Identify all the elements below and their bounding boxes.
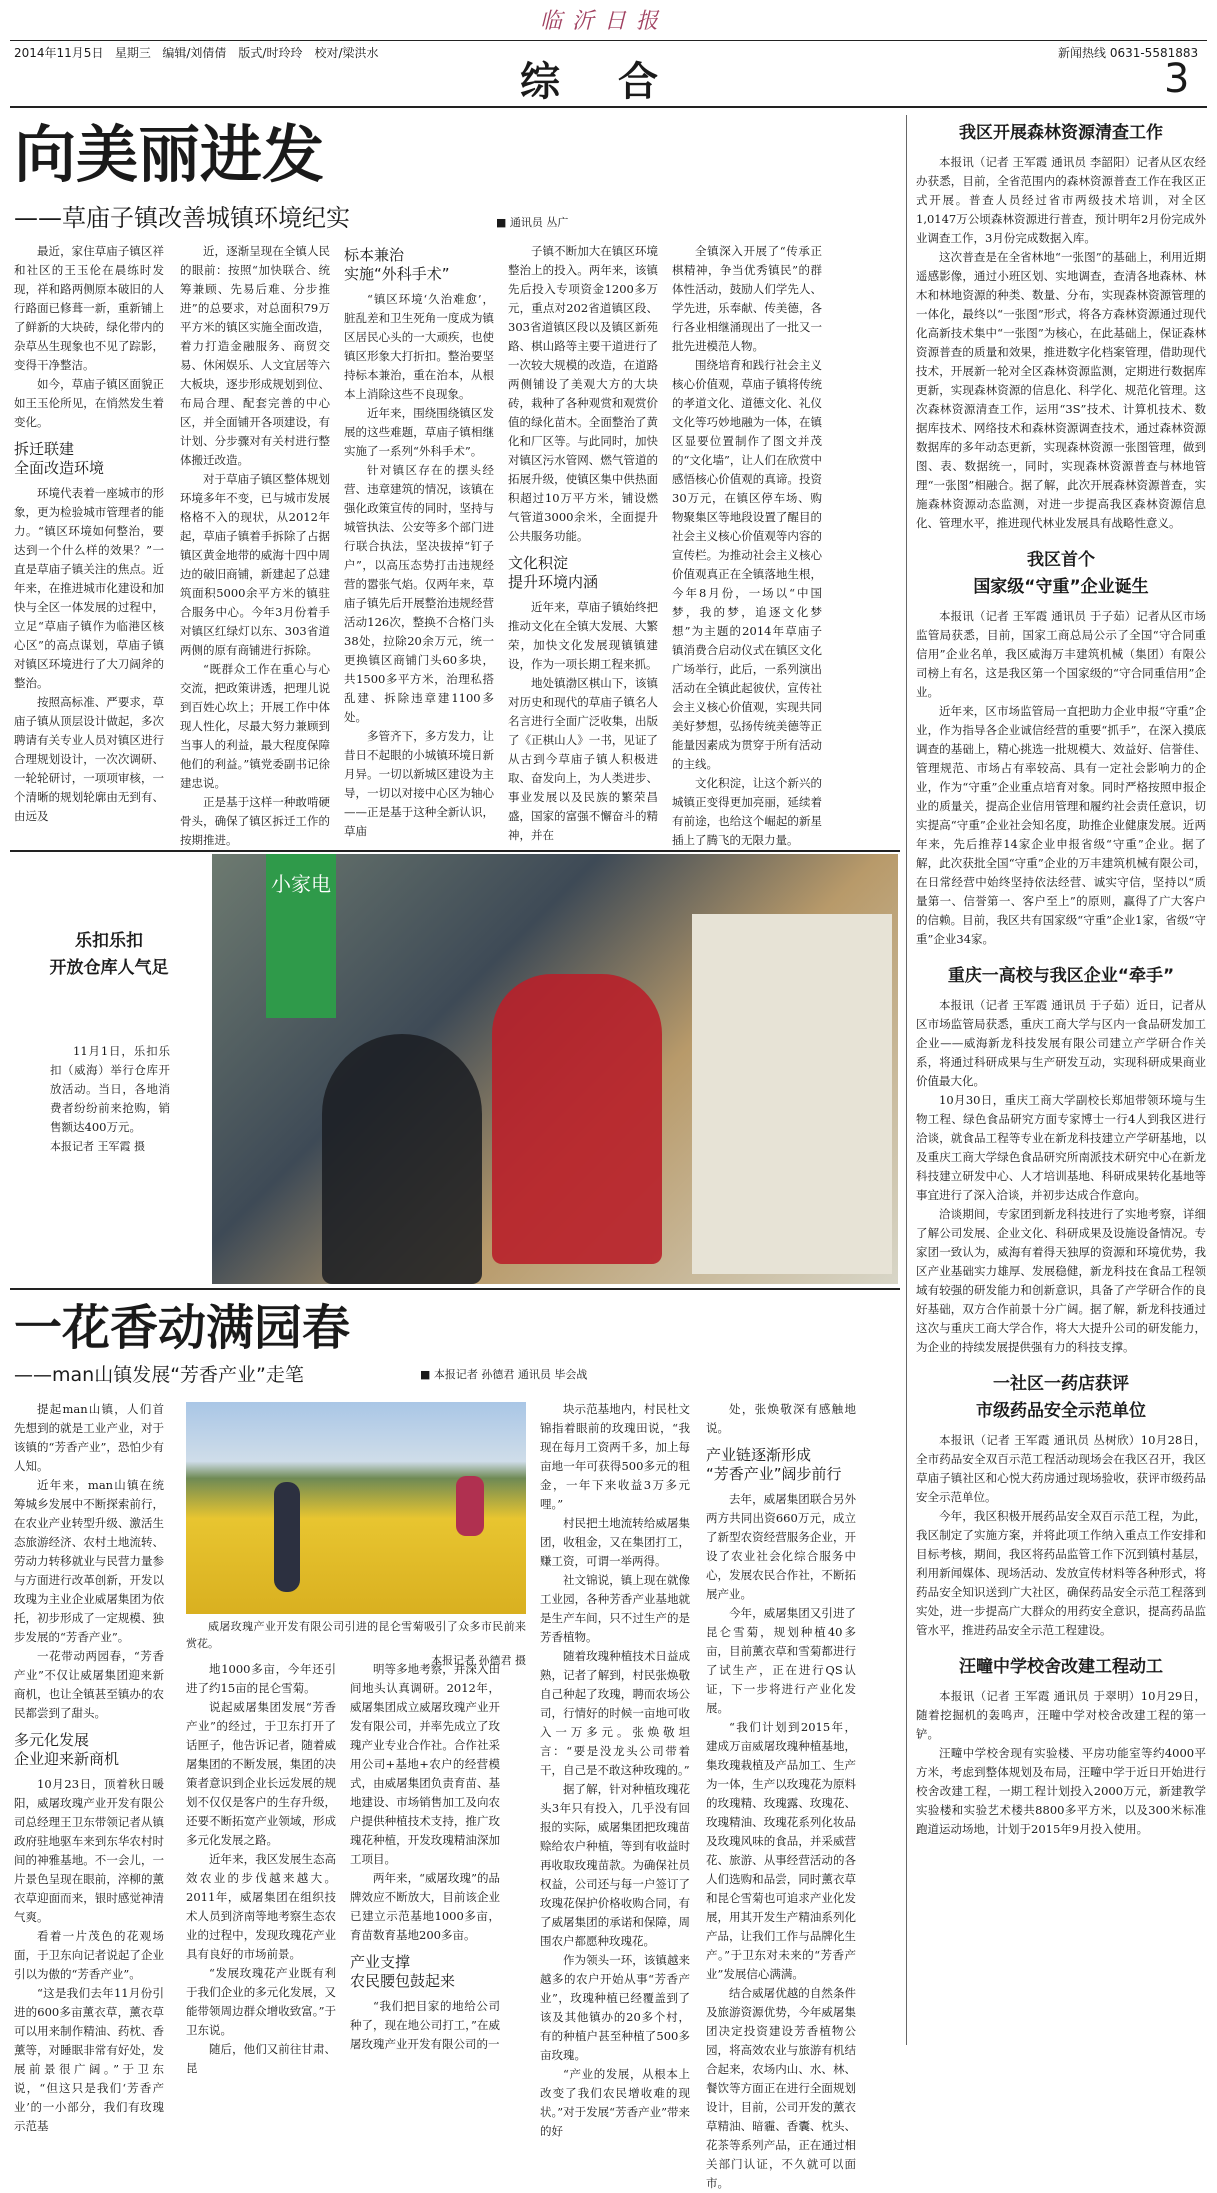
paragraph: 作为领头一环，该镇越来越多的农户开始从事“芳香产业”，玫瑰种植已经覆盖到了该及其他镇办的20多个村，有的种植户甚至种植了500多亩玫瑰。 — [540, 1953, 690, 2062]
paragraph: 说起威屠集团发展“芳香产业”的经过，于卫东打开了话匣子，他告诉记者，随着威屠集团的不断发展，集团的决策者意识到企业长远发展的规划不仅仅是客户的生存升级，还要不断拓宽产业领域，形成多元化发展之路。 — [186, 1700, 336, 1847]
paragraph: 这次普查是在全省林地“一张图”的基础上，利用近期遥感影像，通过小班区划、实地调查，查清各地森林、林木和林地资源的种类、数量、分布，实现森林资源管理的一体化，最终以“一张图”形式，将各方森林资源通过现代化高新技术集中“一张图”为核心，在此基础上，保证森林资源普查的质量和效果，推进数字化档案管理，借助现代技术，开展新一轮对全区森林资源监测，定期进行数据库更新，实现森林资源的信息化、科学化、规范化管理。这次森林资源清查工作，运用“3S”技术、计算机技术、数据库技术、网络技术和森林资源调查技术，通过森林资源数据库的多年动态更新，实现森林资源一张图管理，做到图、表、数据统一，同时，实现森林资源普查与林地管理“一张图”相融合。据了解，此次开展森林资源普查，实施森林资源动态监测，对进一步提高我区森林资源信息化、管理水平，推进现代林业发展具有战略性意义。 — [916, 250, 1206, 530]
flower-photo — [186, 1402, 526, 1614]
photo-caption — [50, 1042, 170, 1156]
subheading: 拆迁联建 全面改造环境 — [14, 440, 105, 477]
paragraph: 围绕培育和践行社会主义核心价值观，草庙子镇将传统的孝道文化、道德文化、礼仪文化等巧妙地融为一体，在镇区显要位置制作了图文并茂的“文化墙”，让人们在欣赏中感悟核心价值观的真谛。投资30万元，在镇区停车场、购物聚集区等地段设置了醒目的社会主义核心价值观等内容的宣传栏。为推动社会主义核心价值观真正在全镇落地生根，今年8月份，一场以“中国梦，我的梦，追逐文化梦想”为主题的2014年草庙子镇消费合启动仪式在镇区文化广场举行，此后，一系列演出活动在全镇此起彼伏，宣传社会主义核心价值观，实现共同美好梦想，弘扬传统美德等正能量因素成为贯穿于所有活动的主线。 — [672, 358, 822, 771]
subheading: 产业链逐渐形成 “芳香产业”阔步前行 — [706, 1446, 842, 1483]
paragraph: 本报讯（记者 王军霞 通讯员 于翠明）10月29日，随着挖掘机的轰鸣声，汪疃中学对校舍改建工程的第一铲。 — [916, 1689, 1206, 1741]
paragraph: 对于草庙子镇区整体规划环境多年不变，已与城市发展格格不入的现状，从2012年起，草庙子镇着手拆除了占据镇区黄金地带的威海十四中周边的破旧商铺，新建起了总建筑面积5000余平方米的镇驻合服务中心。今年3月份着手对镇区红绿灯以东、303省道两侧的原有商铺进行拆除。 — [180, 472, 330, 657]
story2-col-2 — [186, 1660, 336, 2078]
section-title: 综合 — [520, 59, 716, 105]
column-divider — [906, 115, 907, 2045]
right-column — [916, 120, 1206, 2040]
paragraph: 提起man山镇，人们首先想到的就是工业产业，对于该镇的“芳香产业”，恐怕少有人知。 — [14, 1402, 164, 1473]
visitor-figure — [456, 1476, 484, 1536]
shopper-figure — [322, 1034, 482, 1284]
brief-school — [916, 1654, 1206, 1839]
paragraph: 本报讯（记者 王军霞 通讯员 于子茹）近日，记者从区市场监管局获悉，重庆工商大学与区内一食品研发加工企业——威海新龙科技发展有限公司建立产学研合作关系，将通过科研成果与生产研发互动，实现科研成果商业价值最大化。 — [916, 998, 1206, 1088]
paragraph: 随着玫瑰种植技术日益成熟，记者了解到，村民张焕敬自己种起了玫瑰，聘而农场公司，行情好的时候一亩地可收入一万多元。张焕敬坦言：“要是没龙头公司带着干，自己是不敢这种玫瑰的。” — [540, 1649, 690, 1777]
masthead-rule — [10, 106, 1207, 108]
story2-col-5 — [706, 1400, 856, 2193]
paragraph: 处，张焕敬深有感触地说。 — [706, 1402, 856, 1435]
lead-subheadline: ——草庙子镇改善城镇环境纪实 — [14, 204, 350, 232]
paragraph: “我们把目家的地给公司种了，现在地公司打工，”在威屠玫瑰产业开发有限公司的一 — [350, 1999, 500, 2051]
paragraph: 正是基于这样一种敢啃硬骨头，确保了镇区拆迁工作的按期推进。 — [180, 795, 330, 847]
page-number: 3 — [1164, 56, 1190, 102]
paragraph: “这是我们去年11月份引进的600多亩薰衣草，薰衣草可以用来制作精油、药枕、香薰等，对睡眠非常有好处，发展前景很广阔。”于卫东说，“但这只是我们‘芳香产业’的一小部分，我们有玫瑰示范基 — [14, 1986, 164, 2133]
lead-byline: ■ 通讯员 丛广 — [496, 216, 569, 229]
paragraph: 如今，草庙子镇区面貌正如王玉伦所见，在悄然发生着变化。 — [14, 377, 164, 429]
warehouse-photo — [212, 854, 898, 1284]
paragraph: 村民把土地流转给威屠集团，收租金，又在集团打工，赚工资，可谓一举两得。 — [540, 1516, 690, 1568]
paragraph: 结合威屠优越的自然条件及旅游资源优势，今年威屠集团决定投资建设芳香植物公园，将高效农业与旅游有机结合起来，农场内山、水、林、餐饮等方面正在进行全面规划设计，目前，公司开发的薰衣草精油、暗霾、香囊、枕头、花茶等系列产品，正在通过相关部门认证，不久就可以面市。 — [706, 1986, 856, 2190]
paragraph: 看着一片茂色的花观场面，于卫东向记者说起了企业引以为傲的“芳香产业”。 — [14, 1929, 164, 1981]
subheading: 文化积淀 提升环境内涵 — [508, 554, 599, 591]
paragraph: 地处镇渤区棋山下，该镇对历史和现代的草庙子镇名人名言进行全面广泛收集，出版了《正棋山人》一书，见证了从古到今草庙子镇人积极进取、奋发向上，为人类进步、事业发展以及民族的繁荣昌盛，国家的富强不懈奋斗的精神，并在 — [508, 676, 658, 842]
product-box — [692, 914, 892, 1274]
paragraph: “我们计划到2015年，建成万亩威屠玫瑰种植基地，集玫瑰栽植及产品加工、生产为一体，生产以玫瑰花为原料的玫瑰精、玫瑰露、玫瑰花、玫瑰精油、玫瑰花系列化妆品及玫瑰风味的食品，并采威营花、旅游、从事经营活动的各人们选购和品尝，同时薰衣草和昆仑雪菊也可追求产业化发展，用其开发生产精油系列化产品，让我们工作与品牌化生产。”于卫东对未来的“芳香产业”发展信心满满。 — [706, 1720, 856, 1981]
story2-byline: ■ 本报记者 孙德君 通讯员 毕会战 — [420, 1368, 588, 1381]
news-hotline: 新闻热线 0631-5581883 — [1058, 46, 1199, 60]
photo-credit: 本报记者 王军霞 摄 — [50, 1140, 145, 1153]
subheading: 标本兼治 实施“外科手术” — [344, 246, 450, 283]
paragraph: “发展玫瑰花产业既有利于我们企业的多元化发展，又能带领周边群众增收致富。”于卫东说。 — [186, 1966, 336, 2037]
paragraph: 据了解，针对种植玫瑰花头3年只有投入，几乎没有回报的实际，威屠集团把玫瑰苗赊给农户种植，等到有收益时再收取玫瑰苗款。为确保社员权益，公司还与每一户签订了玫瑰花保护价格收购合同，有了威屠集团的承诺和保障，周围农户都愿种玫瑰花。 — [540, 1782, 690, 1948]
brief-headline: 汪疃中学校舍改建工程动工 — [959, 1657, 1163, 1677]
story2-col-4 — [540, 1400, 690, 2141]
story2-col-1 — [14, 1400, 164, 2136]
paragraph: 洽谈期间，专家团到新龙科技进行了实地考察，详细了解公司发展、企业文化、科研成果及设施设备情况。专家团一致认为，威海有着得天独厚的资源和环境优势，我区产业基础实力雄厚、发展稳健，新龙科技在食品工程领域有较强的研发能力和创新意识，具备了产学研合作的良好基础，双方合作前景十分广阔。据了解，新龙科技通过这次与重庆工商大学合作，将大大提升公司的研发能力，为企业的持续发展提供强有力的科技支撑。 — [916, 1207, 1206, 1354]
story2-headline: 一花香动满园春 — [14, 1300, 351, 1356]
photo-credit: 本报记者 孙德君 摄 — [431, 1654, 526, 1667]
store-sign: 小家电 — [266, 854, 336, 1018]
paragraph: “产业的发展，从根本上改变了我们农民增收难的现状。”对于发展“芳香产业”带来的好 — [540, 2067, 690, 2138]
paragraph: 本报讯（记者 王军霞 通讯员 丛树欣）10月28日，全市药品安全双百示范工程活动现场会在我区召开，我区草庙子镇社区和心悦大药房通过现场验收，获评市级药品安全示范单位。 — [916, 1433, 1206, 1504]
paragraph: 按照高标准、严要求，草庙子镇从顶层设计做起，多次聘请有关专业人员对镇区进行合理规划设计，一次次调研、一轮轮研讨，一项项审核，一个清晰的规划轮廓由无到有、由远及 — [14, 695, 164, 823]
subheading: 多元化发展 企业迎来新商机 — [14, 1731, 120, 1768]
paragraph: 地1000多亩，今年还引进了约15亩的昆仑雪菊。 — [186, 1662, 336, 1695]
brief-headline: 我区首个 国家级“守重”企业诞生 — [973, 550, 1149, 597]
brief-headline: 重庆一高校与我区企业“牵手” — [947, 966, 1175, 986]
issue-date: 2014年11月5日 — [14, 46, 104, 60]
paragraph: “既群众工作在重心与心交流，把政策讲透，把理儿说到百姓心坎上；开展工作中体现人性化，尽最大努力兼顾到当事人的利益，最大程度保障他们的利益。”镇党委副书记徐建忠说。 — [180, 662, 330, 790]
caption-text: 11月1日，乐扣乐扣（威海）举行仓库开放活动。当日，各地消费者纷纷前来抢购，销售额达400万元。 — [50, 1044, 170, 1134]
visitor-figure — [274, 1482, 300, 1592]
paragraph: 子镇不断加大在镇区环境整治上的投入。两年来，该镇先后投入专项资金1200多万元，重点对202省道镇区段、303省道镇区段以及镇区新苑路、棋山路等主要干道进行了一次较大规模的改造，在道路两侧铺设了美观大方的大块砖，栽种了各种观赏和观赏价值的绿化苗木。全面整治了黄化和厂区等。与此同时，加快对镇区污水管网、燃气管道的拓展升级，使镇区集中供热面积超过10万平方米，铺设燃气管道3000余米，全面提升公共服务功能。 — [508, 244, 658, 543]
paragraph: 近年来，区市场监管局一直把助力企业申报“守重”企业，作为指导各企业诚信经营的重要“抓手”，在深入摸底调查的基础上，精心挑选一批规模大、效益好、信誉佳、管理规范、市场占有率较高、具有一定社会影响力的企业，作为“守重”企业重点培育对象。同时严格按照申报企业的质量关，提高企业信用管理和履约社会责任意识，切实提高“守重”企业社会知名度，助推企业健康发展。近两年来，先后推荐14家企业申报省级“守重”企业。据了解，此次获批全国“守重”企业的万丰建筑机械有限公司，在日常经营中始终坚持依法经营、诚实守信，坚持以“质量第一、信誉第一、客户至上”的原则，赢得了广大客户的信赖。目前，我区共有国家级“守重”企业1家，省级“守重”企业34家。 — [916, 704, 1206, 946]
paragraph: 最近，家住草庙子镇区祥和社区的王玉伦在晨练时发现，祥和路两侧原本破旧的人行路面已修葺一新，重新铺上了鲜新的大块砖，绿化带内的杂草丛生现象也不见了踪影，变得干净整洁。 — [14, 244, 164, 372]
paragraph: 今年，我区积极开展药品安全双百示范工程，为此，我区制定了实施方案，并将此项工作纳入重点工作安排和目标考核，期间，我区将药品监管工作下沉到镇村基层，利用新闻媒体、现场活动、发放宣传材料等各种形式，将药品安全知识送到广大社区，确保药品安全示范工程落到实处，进一步提高广大群众的用药安全意识，提高药品监管水平，推进药品安全示范工程建设。 — [916, 1509, 1206, 1637]
paragraph: 文化积淀，让这个新兴的城镇正变得更加亮丽，延续着有前途，也给这个崛起的新星插上了腾飞的无限力量。 — [672, 776, 822, 847]
dateline — [14, 44, 379, 61]
paragraph: 10月30日，重庆工商大学副校长郑旭带领环境与生物工程、绿色食品研究方面专家博士一行4人到我区进行洽谈，就食品工程等专业在新龙科技建立产学研基地，以及重庆工商大学绿色食品研究所南派技术研究中心在新龙科技建立研发中心、人才培训基地、科研成果转化基地等事宜进行了深入洽谈，并初步达成合作意向。 — [916, 1093, 1206, 1202]
staff-credits: 编辑/刘倩倩 版式/时玲玲 校对/梁洪水 — [162, 46, 379, 60]
brief-pharmacy — [916, 1371, 1206, 1640]
issue-weekday: 星期三 — [114, 46, 151, 60]
lead-col-1 — [14, 242, 164, 826]
story2-col-3 — [350, 1660, 500, 2054]
photo-title: 乐扣乐扣 开放仓库人气足 — [49, 931, 169, 978]
story2-subheadline: ——man山镇发展“芳香产业”走笔 — [14, 1364, 304, 1386]
newspaper-logo: 临沂日报 — [540, 9, 669, 34]
brief-university — [916, 963, 1206, 1357]
paragraph: 多管齐下，多方发力，让昔日不起眼的小城镇环境日新月异。一切以新城区建设为主导，一切以对接中心区为轴心——正是基于这种全新认识，草庙 — [344, 729, 494, 838]
paragraph: 两年来，“威屠玫瑰”的品牌效应不断放大，目前该企业已建立示范基地1000多亩，育苗数育基地200多亩。 — [350, 1871, 500, 1942]
paragraph: 一花带动两园春，“芳香产业”不仅让威屠集团迎来新商机，也让全镇甚至镇办的农民都尝到了甜头。 — [14, 1649, 164, 1720]
brief-forest — [916, 120, 1206, 533]
staff-figure — [492, 974, 662, 1264]
paragraph: 明等多地考察，并深入田间地头认真调研。2012年，威屠集团成立威屠玫瑰产业开发有限公司，并率先成立了玫瑰产业专业合作社。合作社采用公司+基地+农户的经营模式，由威屠集团负责育苗、基地建设、市场销售加工及向农户提供种植技术支持，推广玫瑰花种植，开发玫瑰精油深加工项目。 — [350, 1662, 500, 1866]
paragraph: 全镇深入开展了“传承正棋精神，争当优秀镇民”的群体性活动，鼓励人们学先人、学先进，乐奉献、传美德，各行各业相继涌现出了一批又一批先进模范人物。 — [672, 244, 822, 353]
paragraph: 汪疃中学校舍现有实验楼、平房功能室等约4000平方米，考虑到整体规划及布局，汪疃中学于近日开始进行校舍改建工程，一期工程计划投入2000万元，新建教学实验楼和实验艺术楼共8800多平方米，以及300米标准跑道运动场地，计划于2015年9月投入使用。 — [916, 1746, 1206, 1836]
lead-col-2 — [180, 242, 330, 850]
caption-text: 威屠玫瑰产业开发有限公司引进的昆仑雪菊吸引了众多市民前来赏花。 — [186, 1620, 526, 1650]
paragraph: 近，逐渐呈现在全镇人民的眼前：按照“加快联合、统筹兼顾、先易后难、分步推进”的总要求，对总面积79万平方米的镇区实施全面改造，着力打造金融服务、商贸交易、休闲娱乐、人文宜居等六大板块，逐步形成规划到位、布局合理、配套完善的中心区，并全面铺开各项建设，有计划、分步骤对有关村进行整体搬迁改造。 — [180, 244, 330, 467]
paragraph: 今年，威屠集团又引进了昆仑雪菊，规划种植40多亩，目前薰衣草和雪菊都进行了试生产，正在进行QS认证，下一步将进行产业化发展。 — [706, 1606, 856, 1715]
masthead — [0, 0, 1217, 105]
paragraph: 环境代表着一座城市的形象，更为检验城市管理者的能力。“镇区环境如何整治，要达到一个什么样的效果？”一直是草庙子镇关注的焦点。近年来，在推进城市化建设和加快与全区一体发展的过程中，立足“草庙子镇作为临港区核心区”的高点谋划，草庙子镇对镇区环境进行了大刀阔斧的整治。 — [14, 486, 164, 690]
photo-feature — [10, 850, 900, 1290]
paragraph: 本报讯（记者 王军霞 通讯员 李韶阳）记者从区农经办获悉，目前，全省范围内的森林资源普查工作在我区正式开展。普查人员经过省市两级技术培训，对全区1,0147万公顷森林资源进行普查，预计明年2月份完成外业调查工作，3月份完成数据入库。 — [916, 155, 1206, 245]
paragraph: 10月23日，顶着秋日暖阳，威屠玫瑰产业开发有限公司总经理王卫东带领记者从镇政府驻地驱车来到东华农村时间的神雅基地。不一会儿，一片景色呈现在眼前，淬柳的薰衣草迎面而来，银时感觉神清气爽。 — [14, 1777, 164, 1924]
paragraph: 近年来，草庙子镇始终把推动文化在全镇大发展、大繁荣，加快文化发展现镇镇建设，作为一项长期工程来抓。 — [508, 600, 658, 671]
paragraph: 本报讯（记者 王军霞 通讯员 于子茹）记者从区市场监管局获悉，目前，国家工商总局公示了全国“守合同重信用”企业名单，我区威海万丰建筑机械（集团）有限公司榜上有名，这是我区第一个国家级的“守合同重信用”企业。 — [916, 609, 1206, 699]
paragraph: 针对镇区存在的摆头经营、违章建筑的情况，该镇在强化政策宣传的同时，坚持与城管执法、公安等多个部门进行联合执法，坚决拔掉“钉子户”，以高压态势打击违规经营的嚣张气焰。仅两年来，草庙子镇先后开展整治违规经营活动126次，整换不合格门头38处，拉除20余万元，统一更换镇区商铺门头60多块，共1500多平方米，治理私搭乱建、拆除违章建1100多处。 — [344, 463, 494, 724]
paragraph: 社文锦说，镇上现在就像工业园，各种芳香产业基地就是生产车间，只不过生产的是芳香植物。 — [540, 1573, 690, 1644]
paragraph: 随后，他们又前往甘肃、昆 — [186, 2042, 336, 2075]
paragraph: 近年来，我区发展生态高效农业的步伐越来越大。2011年，威屠集团在组织技术人员到济南等地考察生态农业的过程中，发现玫瑰花产业具有良好的市场前景。 — [186, 1852, 336, 1961]
lead-headline: 向美丽进发 — [14, 118, 325, 191]
lead-col-4 — [508, 242, 658, 845]
brief-headline: 我区开展森林资源清查工作 — [959, 123, 1163, 143]
lead-col-3 — [344, 242, 494, 841]
brief-credit-enterprise — [916, 547, 1206, 949]
paragraph: 近年来，man山镇在统筹城乡发展中不断探索前行，在农业产业转型升级、激活生态旅游经济、农村土地流转、劳动力转移就业与民营力量参与方面进行改革创新，开发以玫瑰为主业企业威屠集团为依托，初步形成了一定规模、独步发展的“芳香产业”。 — [14, 1478, 164, 1644]
subheading: 产业支撑 农民腰包鼓起来 — [350, 1953, 456, 1990]
lead-col-5 — [672, 242, 822, 850]
masthead-divider — [10, 40, 1207, 41]
paragraph: 近年来，围绕围绕镇区发展的这些难题，草庙子镇相继实施了一系列“外科手术”。 — [344, 406, 494, 458]
paragraph: 块示范基地内，村民杜文锦指着眼前的玫瑰田说，“我现在每月工资两千多，加上每亩地一年可获得500多元的租金，一年下来收益3万多元哩。” — [540, 1402, 690, 1511]
brief-headline: 一社区一药店获评 市级药品安全示范单位 — [976, 1374, 1146, 1421]
paragraph: 去年，威屠集团联合另外两方共同出资660万元，成立了新型农资经营服务企业，开设了农业社会化综合服务中心，发展农民合作社，不断拓展产业。 — [706, 1492, 856, 1601]
paragraph: “镇区环境‘久治难愈’，脏乱差和卫生死角一度成为镇区居民心头的一大顽疾，也使镇区形象大打折扣。整治要坚持标本兼治，重在治本，从根本上消除这些不良现象。 — [344, 292, 494, 401]
